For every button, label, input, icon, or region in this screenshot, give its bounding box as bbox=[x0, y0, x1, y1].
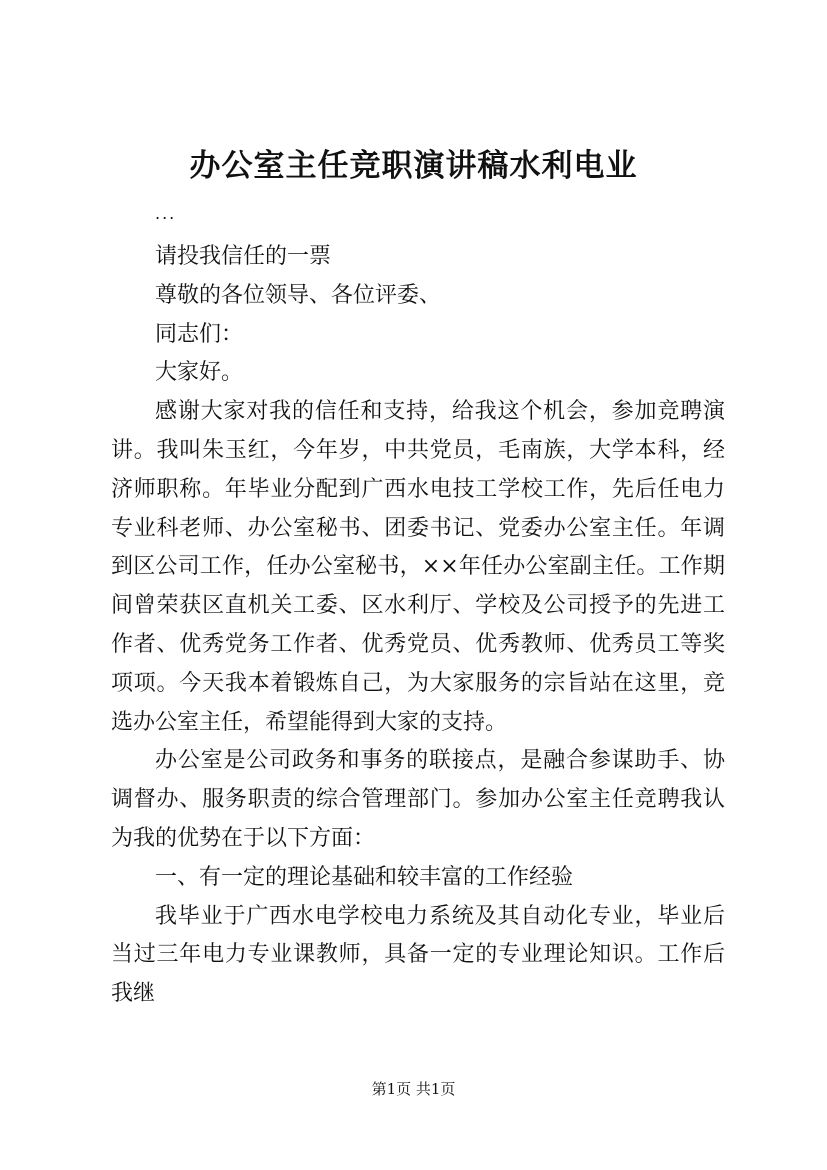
ellipsis-mark: ... bbox=[155, 204, 177, 223]
paragraph-salutation: 尊敬的各位领导、各位评委、 bbox=[155, 282, 442, 308]
paragraph-vote: 请投我信任的一票 bbox=[155, 244, 332, 269]
document-body bbox=[111, 202, 725, 1014]
page-footer: 第1页 共1页 bbox=[371, 1080, 456, 1098]
paragraph-education: 我毕业于广西水电学校电力系统及其自动化专业，毕业后当过三年电力专业课教师，具备一定的专业理论知识。工作后我继 bbox=[111, 903, 725, 1007]
paragraph-introduction: 感谢大家对我的信任和支持，给我这个机会，参加竞聘演讲。我叫朱玉红，今年岁，中共党员，毛南族，大学本科，经济师职称。年毕业分配到广西水电技工学校工作，先后任电力专业科老师、办公室秘书、团委书记、党委办公室主任。年调到区公司工作，任办公室秘书，××年任办公室副主任。工作期间曾荣获区直机关工委、区水利厅、学校及公司授予的先进工作者、优秀党务工作者、优秀党员、优秀教师、优秀员工等奖项项。今天我本着锻炼自己，为大家服务的宗旨站在这里，竞选办公室主任，希望能得到大家的支持。 bbox=[111, 399, 725, 735]
document-title: 办公室主任竞职演讲稿水利电业 bbox=[189, 148, 638, 184]
paragraph-office-role: 办公室是公司政务和事务的联接点，是融合参谋助手、协调督办、服务职责的综合管理部门。参加办公室主任竞聘我认为我的优势在于以下方面： bbox=[111, 748, 725, 851]
paragraph-greeting: 大家好。 bbox=[155, 360, 244, 386]
paragraph-heading-one: 一、有一定的理论基础和较丰富的工作经验 bbox=[155, 864, 574, 890]
paragraph-comrades: 同志们： bbox=[155, 321, 244, 347]
